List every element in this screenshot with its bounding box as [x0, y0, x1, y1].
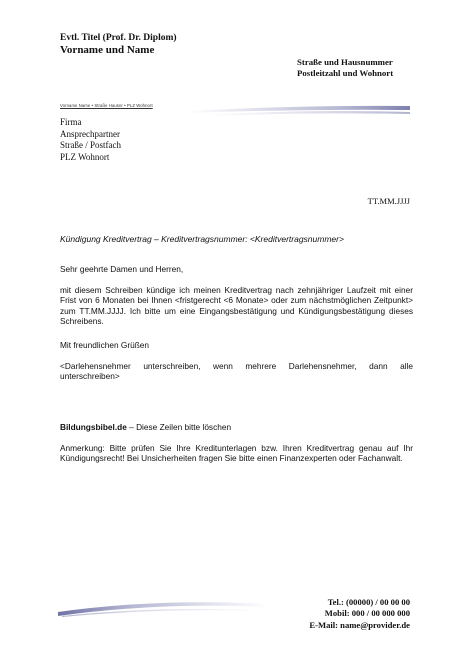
- contact-mobile: Mobil: 000 / 00 000 000: [324, 608, 410, 619]
- signers-note: <Darlehensnehmer unterschreiben, wenn mehrere Darlehensnehmer, dann alle unterschreiben>: [60, 361, 413, 382]
- recipient-line: Firma: [60, 117, 82, 127]
- return-address-line: Vorname Name • Straße Hausnr • PLZ Wohnort: [60, 103, 153, 108]
- swoosh-graphic-top: [188, 104, 410, 118]
- recipient-line: PLZ Wohnort: [60, 151, 110, 162]
- recipient-line: Straße / Postfach: [60, 140, 121, 150]
- letter-date: TT.MM.JJJJ: [367, 196, 410, 206]
- sender-title: Evtl. Titel (Prof. Dr. Diplom): [60, 33, 177, 43]
- brand-line: [60, 422, 413, 432]
- sender-street: Straße und Hausnummer: [297, 57, 393, 67]
- contact-block: [309, 597, 410, 631]
- body-paragraph: mit diesem Schreiben kündige ich meinen Kreditvertrag nach zehnjähriger Laufzeit mit einer Frist von 6 Monaten bei Ihnen <fristgerecht <6 Monate> oder zum nächstmöglichen Zeitpunkt> zum TT.MM.JJJJ. Ich bitte um eine Eingangsbestätigung und Kündigungsbestätigung dieses Schreibens.: [60, 285, 413, 327]
- brand-name: Bildungsbibel.de: [60, 422, 127, 432]
- closing: Mit freundlichen Grüßen: [60, 340, 150, 350]
- contact-email: E-Mail: name@provider.de: [309, 619, 410, 630]
- recipient-block: [60, 117, 121, 163]
- sender-name: Vorname und Name: [60, 44, 155, 56]
- letter-subject: Kündigung Kreditvertrag – Kreditvertragsnummer: <Kreditvertragsnummer>: [60, 234, 344, 244]
- contact-phone: Tel.: (00000) / 00 00 00: [327, 597, 410, 607]
- remark-paragraph: Anmerkung: Bitte prüfen Sie Ihre Kreditunterlagen bzw. Ihren Kreditvertrag genau auf Ihr Kündigungsrecht! Bei Unsicherheiten fragen Sie bitte einen Finanzexperten oder Fachanwalt.: [60, 443, 413, 464]
- sender-zip-city: Postleitzahl und Wohnort: [297, 68, 394, 78]
- salutation: Sehr geehrte Damen und Herren,: [60, 264, 184, 274]
- brand-suffix: – Diese Zeilen bitte löschen: [126, 422, 232, 432]
- recipient-line: Ansprechpartner: [60, 128, 120, 139]
- swoosh-graphic-bottom: [58, 598, 268, 618]
